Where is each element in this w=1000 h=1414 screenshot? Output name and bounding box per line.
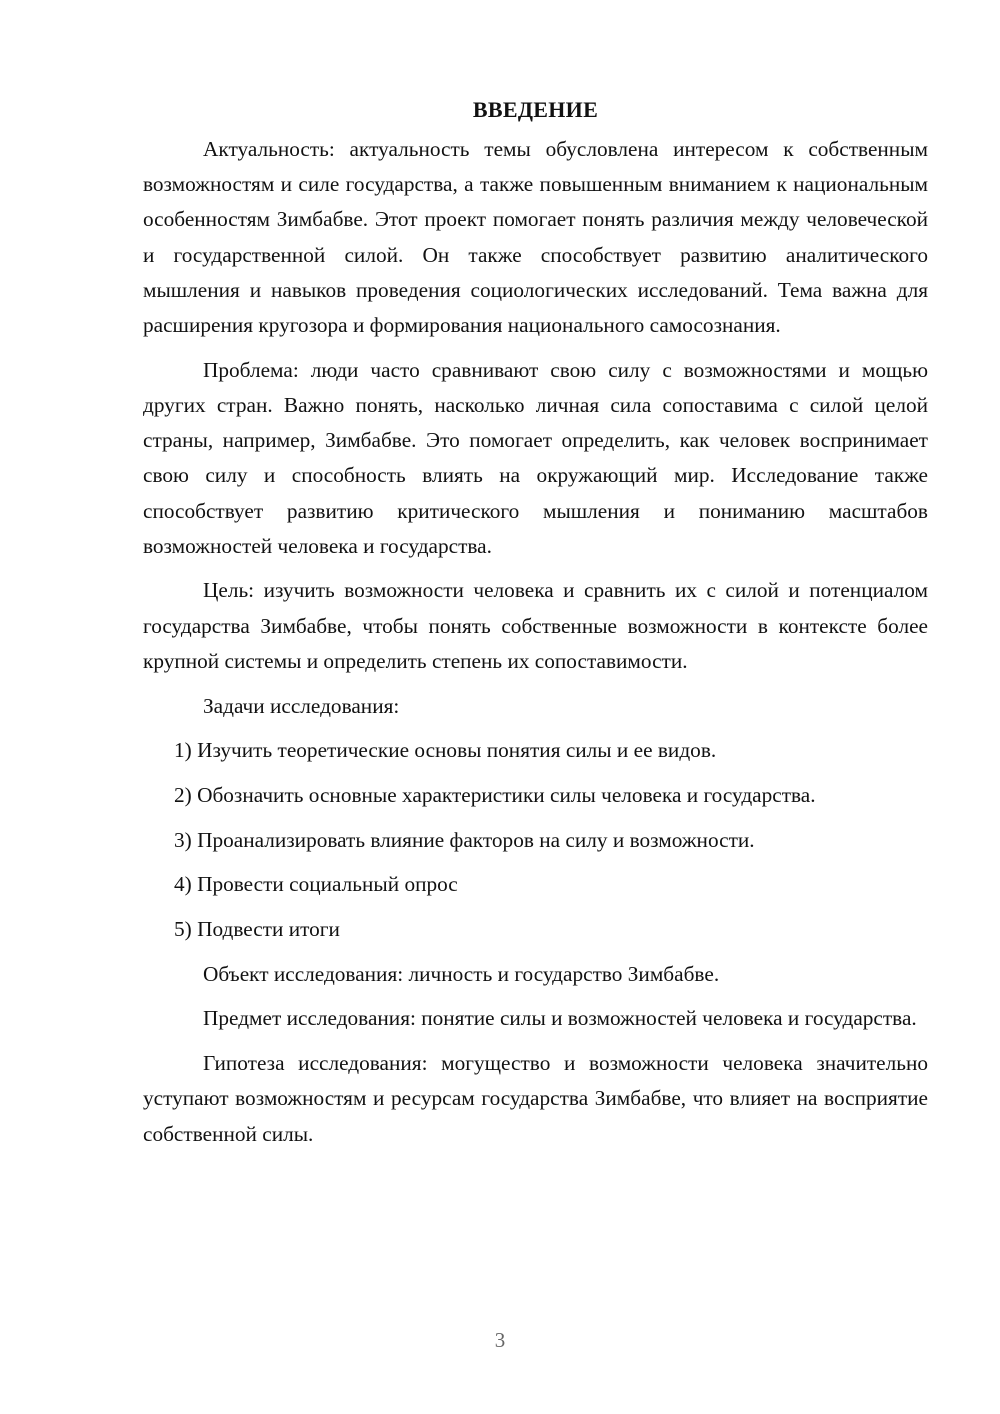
paragraph-relevance: Актуальность: актуальность темы обусловлена интересом к собственным возможностям и силе государства, а также повышенным вниманием к национальным особенностям Зимбабве. Этот проект помогает понять различия между человеческой и государственной силой. Он также способствует развитию аналитического мышления и навыков проведения социологических исследований. Тема важна для расширения кругозора и формирования национального самосознания.	[143, 137, 928, 338]
task-item-4: 4) Провести социальный опрос	[174, 872, 458, 897]
document-page	[143, 92, 928, 1161]
task-item-5: 5) Подвести итоги	[174, 917, 340, 942]
paragraph-hypothesis: Гипотеза исследования: могущество и возможности человека значительно уступают возможностям и ресурсам государства Зимбабве, что влияет на восприятие собственной силы.	[143, 1051, 928, 1146]
task-item-3: 3) Проанализировать влияние факторов на силу и возможности.	[174, 827, 755, 852]
page-number: 3	[494, 1328, 506, 1352]
paragraph-subject: Предмет исследования: понятие силы и возможностей человека и государства.	[203, 1006, 917, 1031]
tasks-heading: Задачи исследования:	[203, 693, 400, 718]
task-item-1: 1) Изучить теоретические основы понятия силы и ее видов.	[174, 738, 717, 763]
task-item-2: 2) Обозначить основные характеристики силы человека и государства.	[174, 782, 816, 807]
tasks-list	[143, 733, 928, 947]
paragraph-problem: Проблема: люди часто сравнивают свою силу с возможностями и мощью других стран. Важно понять, насколько личная сила сопоставима с силой целой страны, например, Зимбабве. Это помогает определить, как человек воспринимает свою силу и способность влиять на окружающий мир. Исследование также способствует развитию критического мышления и пониманию масштабов возможностей человека и государства.	[143, 357, 928, 558]
paragraph-object: Объект исследования: личность и государство Зимбабве.	[203, 961, 720, 986]
section-title: ВВЕДЕНИЕ	[472, 97, 599, 122]
paragraph-goal: Цель: изучить возможности человека и сравнить их с силой и потенциалом государства Зимбабве, чтобы понять собственные возможности в контексте более крупной системы и определить степень их сопоставимости.	[143, 578, 928, 673]
